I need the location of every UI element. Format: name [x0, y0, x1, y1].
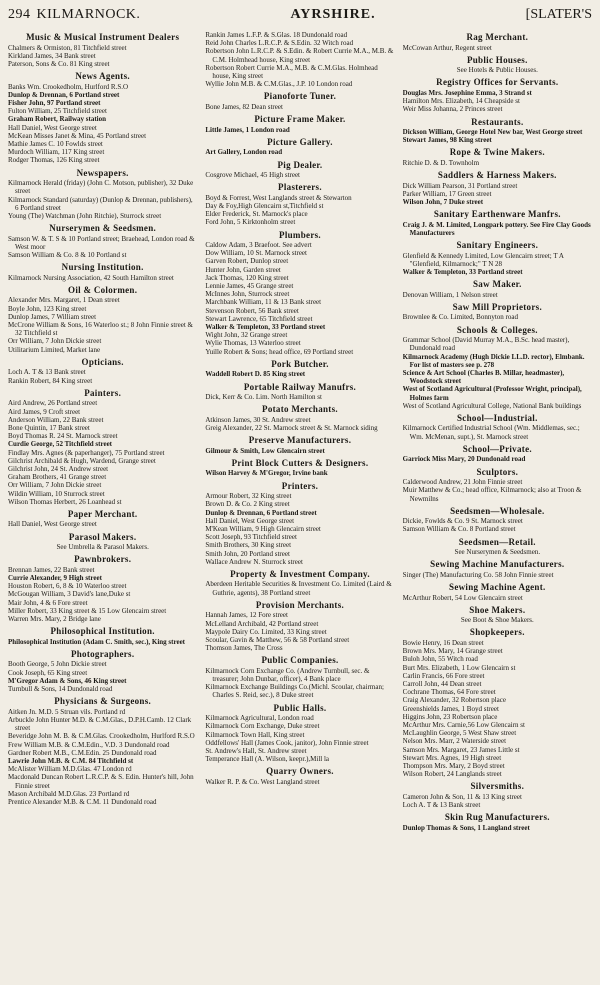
directory-entry: Miller Robert, 33 King street & 15 Low Glencairn street — [8, 606, 167, 615]
section — [8, 649, 197, 693]
section-heading: Registry Offices for Servants. — [436, 77, 559, 88]
section — [403, 444, 592, 464]
directory-entry: Macdonald Duncan Robert L.R.C.P. & S. Edin. Hunter's hill, John Finnie street — [8, 773, 194, 790]
directory-entry: Stewart James, 98 King street — [402, 136, 492, 145]
directory-entry: Cameron John & Son, 11 & 13 King street — [402, 792, 522, 801]
directory-entry: Hall Daniel, West George street — [8, 520, 97, 529]
section — [205, 569, 394, 597]
section — [205, 114, 394, 134]
directory-entry: Kilmarnock Agricultural, London road — [205, 714, 314, 723]
directory-entry: Prentice Alexander M.B. & C.M. 11 Dundonald road — [8, 798, 157, 807]
directory-entry: Stevenson Robert, 56 Bank street — [205, 306, 299, 315]
directory-entry: Temperance Hall (A. Wilson, keepr.),Mill la — [205, 755, 330, 764]
directory-entry: Wilson Robert, 24 Langlands street — [402, 770, 502, 779]
section — [205, 703, 394, 764]
section-heading: Rope & Twine Makers. — [449, 147, 545, 158]
section-heading: Silversmiths. — [470, 781, 525, 792]
section — [8, 532, 197, 552]
section-heading: Nursing Institution. — [61, 262, 144, 273]
directory-entry: Walker & Templeton, 33 Portland street — [402, 268, 523, 277]
section — [403, 279, 592, 299]
section — [205, 458, 394, 478]
section — [8, 554, 197, 623]
directory-entry: Fulton William, 25 Titchfield street — [8, 107, 107, 116]
directory-entry: Robertson Robert Currie M.A., M.B. & C.M.Glas. Holmhead house, King street — [205, 63, 378, 81]
directory-entry: Grammar School (David Murray M.A., B.Sc. head master), Dundonald road — [402, 336, 570, 353]
columns — [8, 29, 592, 835]
directory-entry: Utilitarium Limited, Market lane — [8, 345, 101, 354]
directory-entry: Brown D. & Co. 2 King street — [205, 500, 290, 509]
directory-entry: Armour Robert, 32 King street — [205, 492, 292, 501]
directory-entry: Greenshields James, 1 Boyd street — [402, 704, 499, 713]
section — [403, 812, 592, 832]
directory-entry: Walker R. P. & Co. West Langland street — [205, 777, 320, 786]
directory-entry: Craig J. & M. Limited, Longpark pottery. See Fire Clay Goods Manufacturers — [402, 220, 591, 237]
section — [205, 382, 394, 402]
directory-entry: Chalmers & Ormiston, 81 Titchfield street — [8, 43, 127, 52]
directory-entry: Samson W. & T. S & 10 Portland street; Braehead, London road & West moor — [8, 234, 195, 251]
section-heading: Print Block Cutters & Designers. — [231, 457, 369, 468]
section-heading: Public Houses. — [466, 54, 528, 65]
directory-entry: Higgins John, 23 Robertson place — [402, 712, 498, 721]
directory-entry: Rankin James L.F.P. & S.Glas. 18 Dundonald road — [205, 31, 348, 39]
section — [205, 655, 394, 699]
section — [205, 359, 394, 379]
directory-entry: Thomson James, The Cross — [205, 644, 283, 653]
section-heading: Portable Railway Manufrs. — [243, 381, 357, 392]
directory-entry: Carroll John, 44 Dean street — [402, 679, 482, 688]
directory-entry: Wight John, 32 Grange street — [205, 331, 288, 340]
directory-entry: Dick, Kerr & Co. Lim. North Hamilton st — [205, 393, 322, 402]
directory-entry: Bowie Henry, 16 Dean street — [402, 638, 484, 647]
directory-entry: Dick William Pearson, 31 Portland street — [402, 181, 518, 190]
section — [205, 766, 394, 786]
directory-entry: Stewart Lawrence, 65 Titchfield street — [205, 314, 313, 323]
directory-entry: Wylie Thomas, 13 Waterloo street — [205, 339, 301, 348]
directory-entry: Reid John Charles L.R.C.P. & S.Edin. 32 Witch road — [205, 39, 354, 48]
directory-entry: Cook Joseph, 65 King street — [8, 668, 88, 677]
directory-entry: Hunter John, Garden street — [205, 265, 281, 274]
directory-entry: Ford John, 5 Kirktonholm street — [205, 218, 296, 227]
section — [403, 77, 592, 113]
directory-entry: Cochrane Thomas, 64 Fore street — [402, 688, 496, 697]
directory-entry: Muir Matthew & Co.; head office, Kilmarnock; also at Troon & Newmilns — [402, 486, 582, 503]
directory-entry: Orr William, 7 John Dickie street — [8, 337, 102, 346]
section — [403, 32, 592, 52]
section — [205, 481, 394, 566]
section-heading: Schools & Colleges. — [456, 324, 538, 335]
directory-entry: Kilmarnock Academy (Hugh Dickie LL.D. rector), Elmbank. For list of masters see p. 278 — [402, 352, 585, 369]
directory-entry: Oddfellows' Hall (James Cook, janitor), John Finnie street — [205, 738, 369, 747]
directory-entry: Dickson William, George Hotel New bar, West George street — [402, 128, 583, 137]
directory-entry: Craig Alexander, 32 Robertson place — [402, 696, 506, 705]
directory-entry: Rankin Robert, 84 King street — [8, 376, 93, 385]
directory-entry: Boyle John, 123 King street — [8, 304, 87, 313]
directory-entry: Smith John, 20 Portland street — [205, 549, 290, 558]
section-heading: Physicians & Surgeons. — [54, 696, 152, 707]
section — [403, 467, 592, 503]
section — [8, 509, 197, 529]
directory-entry: Wildin William, 10 Sturrock street — [8, 489, 105, 498]
directory-entry: Young (The) Watchman (John Ritchie), Sturrock street — [8, 211, 162, 220]
section-heading: Restaurants. — [471, 116, 524, 127]
directory-entry: Wyllie John M.B. & C.M.Glas., J.P. 10 London road — [205, 80, 353, 89]
directory-entry: Houston Robert, 6, 8 & 10 Waterloo street — [8, 582, 127, 591]
directory-entry: Samson William & Co. 8 Portland street — [402, 525, 516, 534]
section-heading: Philosophical Institution. — [50, 626, 155, 637]
directory-entry: Science & Art School (Charles B. Millar, headmaster), Woodstock street — [402, 368, 565, 386]
section-heading: Shopkeepers. — [469, 627, 525, 638]
directory-entry: Art Gallery, London road — [205, 148, 283, 157]
directory-entry: Dunlop & Drennan, 6 Portland street — [205, 508, 317, 517]
section — [8, 223, 197, 259]
directory-entry: Burt Mrs. Elizabeth, 1 Low Glencairn st — [402, 663, 516, 672]
section — [403, 537, 592, 557]
directory-entry: Boyd Thomas R. 24 St. Marnock street — [8, 432, 118, 441]
section — [8, 71, 197, 165]
section — [8, 388, 197, 506]
section-heading: Saw Mill Proprietors. — [452, 301, 542, 312]
section-heading: Property & Investment Company. — [230, 568, 370, 579]
directory-entry: McGougan William, 3 David's lane,Duke st — [8, 590, 131, 599]
section-heading: Saddlers & Harness Makers. — [437, 170, 557, 181]
directory-entry: Kilmarnock Town Hall, King street — [205, 730, 305, 739]
section — [205, 91, 394, 111]
directory-entry: Glenfield & Kennedy Limited, Low Glencairn street; T A "Glenfield, Kilmarnock;" T N 28 — [402, 251, 564, 268]
directory-entry: Lawrie John M.B. & C.M. 84 Titchfield st — [8, 757, 134, 765]
page-header — [8, 0, 592, 27]
header-publisher: [SLATER'S — [525, 7, 592, 22]
directory-entry: McArthur Robert, 54 Low Glencairn street — [402, 593, 523, 602]
directory-entry: Mason Archibald M.D.Glas. 23 Portland rd — [8, 789, 130, 798]
directory-entry: Elder Frederick, St. Marnock's place — [205, 210, 308, 219]
directory-entry: Parker William, 17 Green street — [402, 189, 492, 198]
section-heading: Preserve Manufacturers. — [248, 435, 352, 446]
directory-entry: Loch A. T & 13 Bank street — [8, 368, 86, 377]
directory-entry: Philosophical Institution (Adam C. Smith, sec.), King street — [8, 637, 186, 646]
directory-entry: McArthur Mrs. Carnie,56 Low Glencairn st — [402, 720, 525, 729]
header-county: AYRSHIRE. — [290, 7, 376, 22]
directory-entry: Gardner Robert M.B., C.M.Edin. 25 Dundonald road — [8, 748, 157, 757]
directory-entry: Cosgrove Michael, 45 High street — [205, 171, 301, 180]
section — [8, 696, 197, 806]
section-heading: Sewing Machine Agent. — [449, 582, 546, 593]
directory-entry: Kilmarnock Herald (friday) (John C. Motson, publisher), 32 Duke street — [8, 179, 194, 196]
section-heading: Sanitary Earthenware Manfrs. — [433, 209, 561, 220]
directory-entry: Kilmarnock Exchange Buildings Co.(Michl. Scoular, chairman; Charles S. Reid, sec.), 8 Duke street — [205, 683, 384, 700]
directory-entry: Little James, 1 London road — [205, 125, 290, 134]
column-2 — [205, 29, 394, 835]
section — [403, 170, 592, 206]
directory-entry: Denovan William, 1 Nelson street — [402, 290, 498, 299]
directory-entry: Dunlop James, 7 William street — [8, 312, 97, 321]
directory-entry: Wilson Harvey & M'Gregor, Irvine bank — [205, 469, 328, 478]
section — [403, 582, 592, 602]
directory-entry: Turnbull & Sons, 14 Dundonald road — [8, 685, 113, 694]
directory-entry: Aird James, 9 Croft street — [8, 407, 81, 416]
page-number: 294 — [8, 7, 31, 22]
directory-entry: Currie Alexander, 9 High street — [8, 574, 102, 583]
section — [205, 137, 394, 157]
section-heading: School—Industrial. — [456, 412, 538, 423]
section — [205, 230, 394, 356]
section — [205, 182, 394, 226]
directory-entry: Robertson John L.R.C.P. & S.Edin. & Robert Currie M.A., M.B. & C.M. Holmhead house, King street — [205, 47, 394, 64]
directory-entry: Graham Robert, Railway station — [8, 115, 106, 124]
directory-entry: Warren Mrs. Mary, 2 Bridge lane — [8, 615, 101, 624]
directory-entry: Weir Miss Johanna, 2 Princes street — [402, 105, 503, 114]
directory-entry: Findlay Mrs. Agnes (& paperhanger), 75 Portland street — [8, 448, 165, 457]
directory-entry: Orr William, 7 John Dickie street — [8, 481, 102, 490]
cross-reference: See Umbrella & Parasol Makers. — [56, 543, 149, 552]
cross-reference: See Hotels & Public Houses. — [456, 66, 538, 75]
directory-entry: Day & Foy,High Glencairn st,Titchfield st — [205, 201, 324, 210]
directory-entry: McLelland Archibald, 42 Portland street — [205, 619, 319, 628]
directory-entry: Maypole Dairy Co. Limited, 33 King street — [205, 627, 327, 636]
section-heading: Printers. — [281, 480, 319, 491]
directory-entry: Fisher John, 97 Portland street — [8, 99, 101, 108]
section-heading: Parasol Makers. — [68, 531, 137, 542]
directory-entry: Wilson Thomas Herbert, 26 Loanhead st — [8, 497, 122, 506]
directory-entry: Douglas Mrs. Josephine Emma, 3 Strand st — [402, 88, 532, 97]
section-heading: Saw Maker. — [472, 279, 522, 290]
directory-entry: Walker & Templeton, 33 Portland street — [205, 323, 326, 332]
directory-entry: Scott Joseph, 93 Titchfield street — [205, 533, 297, 542]
section-heading: Seedsmen—Wholesale. — [450, 505, 545, 516]
directory-entry: Thompson Mrs. Mary, 2 Boyd street — [402, 761, 505, 770]
section-heading: Opticians. — [81, 356, 124, 367]
directory-entry: Samson William & Co. 8 & 10 Portland st — [8, 251, 127, 260]
section — [403, 781, 592, 809]
section-heading: Quarry Owners. — [266, 766, 334, 777]
section — [403, 117, 592, 145]
section-heading: Provision Merchants. — [255, 599, 345, 610]
section — [403, 147, 592, 167]
directory-entry: Banks Wm. Crookedholm, Hurlford R.S.O — [8, 82, 129, 91]
directory-entry: Kilmarnock Certified Industrial School (Wm. Middlemas, sec.; Wm. McMenan, supt.), St. Marnock street — [402, 424, 580, 441]
section — [403, 325, 592, 410]
directory-entry: Wallace Andrew N. Sturrock street — [205, 557, 303, 566]
section-heading: Rag Merchant. — [466, 32, 529, 42]
column-3 — [403, 29, 592, 835]
directory-entry: Murdoch William, 117 King street — [8, 148, 105, 157]
directory-entry: Greig Alexander, 22 St. Marnock street & St. Marnock siding — [205, 424, 378, 432]
directory-entry: Dow William, 10 St. Marnock street — [205, 249, 307, 258]
directory-entry: Calderwood Andrew, 21 John Finnie street — [402, 478, 523, 487]
section — [403, 209, 592, 237]
directory-entry: Scoular, Gavin & Matthew, 56 & 58 Portland street — [205, 635, 350, 644]
section-heading: Music & Musical Instrument Dealers — [26, 32, 180, 42]
section-heading: Photographers. — [70, 648, 135, 659]
section-heading: Skin Rug Manufacturers. — [444, 812, 550, 823]
section-heading: Pork Butcher. — [271, 358, 329, 369]
directory-entry: Gilmour & Smith, Low Glencairn street — [205, 446, 325, 455]
section-heading: Sanitary Engineers. — [456, 240, 539, 251]
directory-entry: Aird Andrew, 26 Portland street — [8, 399, 98, 408]
section — [403, 302, 592, 322]
section-heading: Newspapers. — [76, 167, 129, 178]
directory-entry: Beveridge John M. B. & C.M.Glas. Crookedholm, Hurlford R.S.O — [8, 732, 195, 741]
section-heading: Pawnbrokers. — [74, 554, 132, 565]
section-heading: Public Companies. — [261, 655, 339, 666]
cross-reference: See Nurserymen & Seedsmen. — [454, 548, 541, 557]
header-town: KILMARNOCK. — [36, 7, 141, 22]
directory-entry: Aitken Jn. M.D. 5 Struan vils. Portland rd — [8, 707, 126, 716]
directory-entry: Hall Daniel, West George street — [205, 516, 295, 525]
directory-entry: Arbuckle John Hunter M.D. & C.M.Glas., D.P.H.Camb. 12 Clark street — [8, 715, 192, 733]
section — [403, 506, 592, 534]
directory-entry: Singer (The) Manufacturing Co. 58 John Finnie street — [402, 570, 554, 579]
section-heading: Seedsmen—Retail. — [458, 536, 536, 547]
directory-entry: Boyd & Forrest, West Langlands street & Stewarton — [205, 193, 352, 202]
section-heading: Potato Merchants. — [262, 404, 338, 415]
directory-entry: Dunlop & Drennan, 6 Portland street — [8, 90, 120, 99]
section-heading: Oil & Colormen. — [68, 284, 138, 295]
directory-entry: Hannah James, 12 Fore street — [205, 611, 288, 620]
directory-entry: Lennie James, 45 Grange street — [205, 282, 294, 291]
directory-entry: McCrone William & Sons, 16 Waterloo st.; 8 John Finnie street & 32 Titchfield st — [8, 321, 193, 338]
directory-entry: Kilmarnock Corn Exchange Co. (Andrew Turnbull, sec. & treasurer; John Dunbar, officer), 4 Bank place — [205, 666, 370, 684]
directory-entry: St. Andrew's Hall, St. Andrew street — [205, 746, 307, 755]
section — [8, 626, 197, 646]
section — [8, 262, 197, 282]
directory-entry: Stewart Mrs. Agnes, 19 High street — [402, 753, 502, 762]
cross-reference: See Boot & Shoe Makers. — [460, 616, 534, 625]
directory-entry: Bone James, 82 Dean street — [205, 102, 283, 111]
directory-entry: Jack Thomas, 120 King street — [205, 273, 289, 282]
section — [205, 600, 394, 653]
section — [205, 31, 394, 88]
directory-entry: Yuille Robert & Sons; head office, 69 Portland street — [205, 347, 354, 356]
section — [403, 55, 592, 75]
section — [205, 160, 394, 180]
section-heading: Picture Frame Maker. — [254, 114, 346, 125]
directory-entry: Kilmarnock Standard (saturday) (Dunlop & Drennan, publishers), 6 Portland street — [8, 195, 193, 212]
directory-entry: Marchbank William, 11 & 13 Bank street — [205, 298, 322, 307]
directory-entry: Hall Daniel, West George street — [8, 123, 97, 132]
directory-entry: Hamilton Mrs. Elizabeth, 14 Cheapside st — [402, 97, 520, 106]
section-heading: Public Halls. — [273, 702, 327, 713]
directory-entry: Anderson William, 22 Bank street — [8, 415, 104, 424]
directory-entry: Brennan James, 22 Bank street — [8, 565, 95, 574]
directory-entry: Mathie James C. 10 Fowlds street — [8, 140, 103, 149]
directory-entry: McCowan Arthur, Regent street — [402, 43, 492, 52]
directory-entry: Atkinson James, 30 St. Andrew street — [205, 415, 311, 424]
directory-entry: McLaughlin George, 5 West Shaw street — [402, 729, 517, 738]
directory-entry: M'Gregor Adam & Sons, 46 King street — [8, 676, 127, 685]
directory-entry: Bone Quintin, 17 Bank street — [8, 423, 90, 432]
section-heading: Picture Gallery. — [267, 136, 333, 147]
directory-entry: Brown Mrs. Mary, 14 Grange street — [402, 647, 503, 656]
section — [403, 413, 592, 441]
section — [8, 168, 197, 221]
column-1 — [8, 29, 197, 835]
directory-entry: Brownlee & Co. Limited, Bonnyton road — [402, 313, 518, 322]
directory-entry: Graham Brothers, 41 Grange street — [8, 473, 107, 482]
directory-entry: Garven Robert, Dunlop street — [205, 257, 289, 266]
directory-entry: McInnes John, Sturrock street — [205, 290, 290, 299]
section-heading: Sculptors. — [476, 466, 519, 477]
section-heading: Painters. — [84, 387, 122, 398]
directory-entry: Gilchrist John, 24 St. Andrew street — [8, 464, 109, 473]
directory-entry: Caldow Adam, 3 Braefoot. See advert — [205, 241, 312, 250]
directory-entry: Samson Mrs. Margaret, 23 James Little st — [402, 745, 520, 754]
directory-entry: Waddell Robert D. 85 King street — [205, 370, 306, 379]
directory-entry: Kirkland James, 34 Bank street — [8, 51, 96, 60]
directory-entry: Dunlop Thomas & Sons, 1 Langland street — [402, 823, 530, 832]
section-heading: School—Private. — [462, 443, 532, 454]
directory-entry: McAlister William M.D.Glas. 47 London rd — [8, 765, 132, 774]
directory-entry: McKean Misses Janet & Mina, 45 Portland street — [8, 131, 147, 140]
directory-entry: M'Kean William, 9 High Glencairn street — [205, 524, 321, 533]
section — [403, 240, 592, 276]
section-heading: News Agents. — [75, 71, 130, 82]
section-heading: Pig Dealer. — [277, 159, 323, 170]
directory-entry: West of Scotland Agricultural College, National Bank buildings — [402, 401, 582, 410]
directory-entry: Curdie George, 52 Titchfield street — [8, 440, 113, 449]
section-heading: Shoe Makers. — [469, 604, 526, 615]
section — [8, 357, 197, 385]
directory-entry: Aberdeen Heritable Securities & Investment Co. Limited (Laird & Guthrie, agents), 38 Portland street — [205, 580, 392, 597]
section-heading: Nurserymen & Seedsmen. — [49, 223, 157, 234]
section — [403, 627, 592, 778]
directory-entry: Booth George, 5 John Dickie street — [8, 660, 107, 669]
directory-entry: West of Scotland Agricultural (Professor Wright, principal), Holmes farm — [402, 385, 582, 402]
section-heading: Pianoforte Tuner. — [263, 91, 337, 102]
directory-entry: Kilmarnock Corn Exchange, Duke street — [205, 722, 320, 731]
section — [205, 435, 394, 455]
directory-entry: Kilmarnock Nursing Association, 42 South Hamilton street — [8, 273, 174, 282]
section — [8, 32, 197, 68]
directory-entry: Wilson John, 7 Duke street — [402, 198, 484, 207]
section-heading: Plumbers. — [279, 229, 321, 240]
directory-entry: Paterson, Sons & Co. 81 King street — [8, 59, 110, 68]
section-heading: Plasterers. — [278, 182, 322, 193]
directory-entry: Gilchrist Archibald & Hugh, Wardend, Grange street — [8, 456, 156, 465]
directory-entry: Alexander Mrs. Margaret, 1 Dean street — [8, 296, 120, 305]
directory-entry: Garriock Miss Mary, 20 Dundonald road — [402, 455, 526, 464]
directory-entry: Rodger Thomas, 126 King street — [8, 156, 100, 165]
directory-entry: Buloh John, 55 Witch road — [402, 655, 478, 664]
directory-entry: Frew William M.B. & C.M.Edin., V.D. 3 Dundonald road — [8, 740, 170, 749]
directory-entry: Carlin Francis, 66 Fore street — [402, 671, 485, 680]
directory-entry: Dickie, Fowlds & Co. 9 St. Marnock street — [402, 517, 523, 526]
directory-entry: Nelson Mrs. Marr, 2 Waterside street — [402, 737, 507, 746]
section-heading: Paper Merchant. — [67, 508, 138, 519]
directory-entry: Ritchie D. & D. Townholm — [402, 158, 480, 167]
directory-entry: Loch A. T & 13 Bank street — [402, 801, 481, 810]
directory-entry: Smith Brothers, 30 King street — [205, 541, 292, 550]
section — [205, 404, 394, 432]
section — [8, 285, 197, 354]
section — [403, 605, 592, 625]
directory-entry: Mair John, 4 & 6 Fore street — [8, 598, 88, 607]
section — [403, 559, 592, 579]
section-heading: Sewing Machine Manufacturers. — [430, 559, 565, 570]
